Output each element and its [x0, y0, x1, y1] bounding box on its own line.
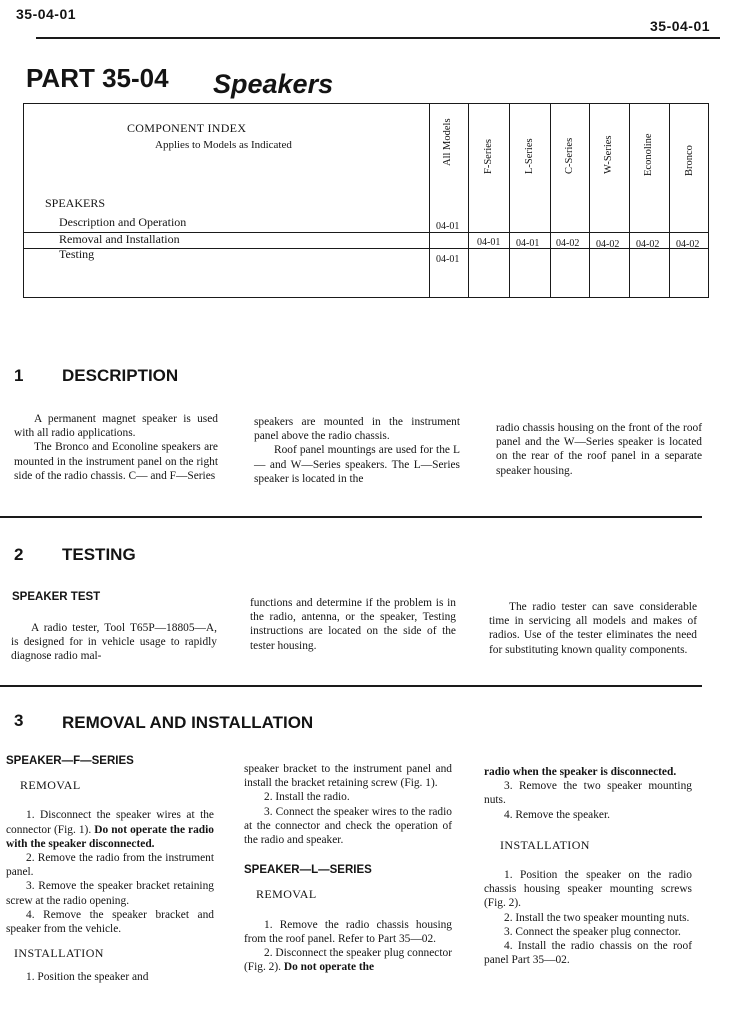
- description-column-2: [254, 415, 460, 486]
- caution-text: Do not operate the: [283, 961, 375, 974]
- removal-column-2: [244, 762, 452, 974]
- testing-column-3: [489, 600, 697, 657]
- removal-step: 4. Remove the speaker bracket and speaker from the vehicle.: [6, 908, 214, 936]
- cell-removal-w-series: 04-02: [596, 239, 620, 250]
- speakers-group-label: SPEAKERS: [45, 196, 106, 210]
- cell-removal-f-series: 04-01: [477, 237, 501, 248]
- removal-step: 3. Remove the two speaker mounting nuts.: [484, 780, 692, 807]
- column-all-models: All Models: [442, 118, 453, 166]
- section-1-title: DESCRIPTION: [62, 366, 179, 385]
- column-bronco: Bronco: [684, 145, 695, 176]
- removal-column-3: [484, 765, 692, 967]
- l-series-installation-heading: INSTALLATION: [500, 837, 590, 852]
- row-label-testing: Testing: [59, 247, 95, 261]
- testing-paragraph: A radio tester, Tool T65P—18805—A, is designed for in vehicle usage to rapidly diagnose radio mal-: [11, 622, 217, 663]
- column-l-series: L-Series: [524, 138, 535, 174]
- row-label-description: Description and Operation: [59, 215, 187, 229]
- removal-step: 2. Remove the radio from the instrument panel.: [6, 852, 214, 879]
- removal-step: 3. Remove the speaker bracket retaining screw at the radio opening.: [6, 880, 214, 907]
- installation-step: 2. Install the radio.: [264, 791, 350, 804]
- section-2-title: TESTING: [62, 545, 136, 564]
- description-paragraph: The Bronco and Econoline speakers are mounted in the instrument panel on the right side of the radio chassis. C— and F—Series: [14, 441, 218, 482]
- installation-step: 2. Install the two speaker mounting nuts.: [504, 911, 690, 924]
- row-label-removal: Removal and Installation: [59, 232, 180, 246]
- testing-paragraph: The radio tester can save considerable time in servicing all models and makes of radios. Use of the tester eliminates the need for substituting known quality components.: [489, 601, 697, 656]
- l-series-heading: SPEAKER—L—SERIES: [244, 864, 372, 877]
- cell-testing-all-models: 04-01: [436, 254, 460, 265]
- installation-step: 3. Connect the speaker plug connector.: [504, 925, 681, 938]
- section-3-number: 3: [14, 711, 24, 730]
- component-index-subheading: Applies to Models as Indicated: [155, 139, 292, 151]
- f-series-removal-heading: REMOVAL: [20, 778, 81, 793]
- description-paragraph: radio chassis housing on the front of the roof panel and the W—Series speaker is located on the rear of the roof panel in a separate speaker housing.: [496, 422, 702, 477]
- speaker-test-heading: SPEAKER TEST: [12, 591, 101, 603]
- installation-step: 1. Position the speaker and: [26, 971, 149, 984]
- testing-column-1: [11, 621, 217, 664]
- installation-step: 3. Connect the speaker wires to the radio at the connector and check the operation of the radio and speaker.: [244, 805, 452, 847]
- column-econoline: Econoline: [643, 133, 654, 176]
- installation-step: speaker bracket to the instrument panel and install the bracket retaining screw (Fig. 1).: [244, 763, 452, 790]
- part-name-title: Speakers: [213, 69, 334, 99]
- removal-column-1: [6, 754, 214, 985]
- f-series-heading: SPEAKER—F—SERIES: [6, 755, 134, 767]
- testing-paragraph: functions and determine if the problem is in the radio, antenna, or the speaker, Testing instructions are located on the side of the tester housing.: [250, 597, 456, 652]
- column-w-series: W-Series: [603, 135, 614, 174]
- description-paragraph: speakers are mounted in the instrument panel above the radio chassis.: [254, 416, 460, 443]
- page-code-left: 35-04-01: [16, 6, 77, 22]
- component-index-heading: COMPONENT INDEX: [127, 121, 247, 135]
- column-c-series: C-Series: [564, 137, 575, 174]
- section-divider: [0, 685, 702, 687]
- f-series-installation-heading: INSTALLATION: [14, 946, 104, 961]
- cell-removal-bronco: 04-02: [676, 239, 700, 250]
- cell-description-all-models: 04-01: [436, 221, 460, 232]
- caution-text: Do not operate the radio with the speaker disconnected.: [6, 823, 215, 850]
- header-rule: [36, 37, 720, 39]
- description-column-3: [496, 421, 702, 478]
- part-number-title: PART 35-04: [26, 63, 169, 93]
- component-index-table: [23, 103, 709, 298]
- section-1-number: 1: [14, 366, 24, 385]
- section-divider: [0, 516, 702, 518]
- cell-removal-c-series: 04-02: [556, 238, 580, 249]
- description-paragraph: Roof panel mountings are used for the L— and W—Series speakers. The L—Series speaker is located in the: [254, 444, 460, 485]
- section-3-title: REMOVAL AND INSTALLATION: [62, 713, 314, 732]
- installation-step: 1. Position the speaker on the radio chassis housing speaker mounting screws (Fig. 2).: [484, 869, 692, 910]
- installation-step: 4. Install the radio chassis on the roof panel Part 35—02.: [484, 940, 692, 967]
- description-column-1: [14, 412, 218, 483]
- removal-step: 2. Disconnect the speaker plug connector (Fig. 2).: [244, 947, 452, 974]
- removal-step: 4. Remove the speaker.: [504, 808, 610, 821]
- page-code-right: 35-04-01: [650, 18, 711, 34]
- cell-removal-econoline: 04-02: [636, 239, 660, 250]
- l-series-removal-heading: REMOVAL: [256, 887, 317, 902]
- cell-removal-l-series: 04-01: [516, 238, 540, 249]
- column-f-series: F-Series: [483, 139, 494, 174]
- removal-step: 1. Disconnect the speaker wires at the connector (Fig. 1).: [6, 809, 214, 836]
- description-paragraph: A permanent magnet speaker is used with all radio applications.: [14, 413, 218, 440]
- removal-step: 1. Remove the radio chassis housing from the roof panel. Refer to Part 35—02.: [244, 918, 452, 945]
- caution-text: radio when the speaker is disconnected.: [484, 766, 677, 778]
- section-2-number: 2: [14, 545, 24, 564]
- testing-column-2: [250, 596, 456, 653]
